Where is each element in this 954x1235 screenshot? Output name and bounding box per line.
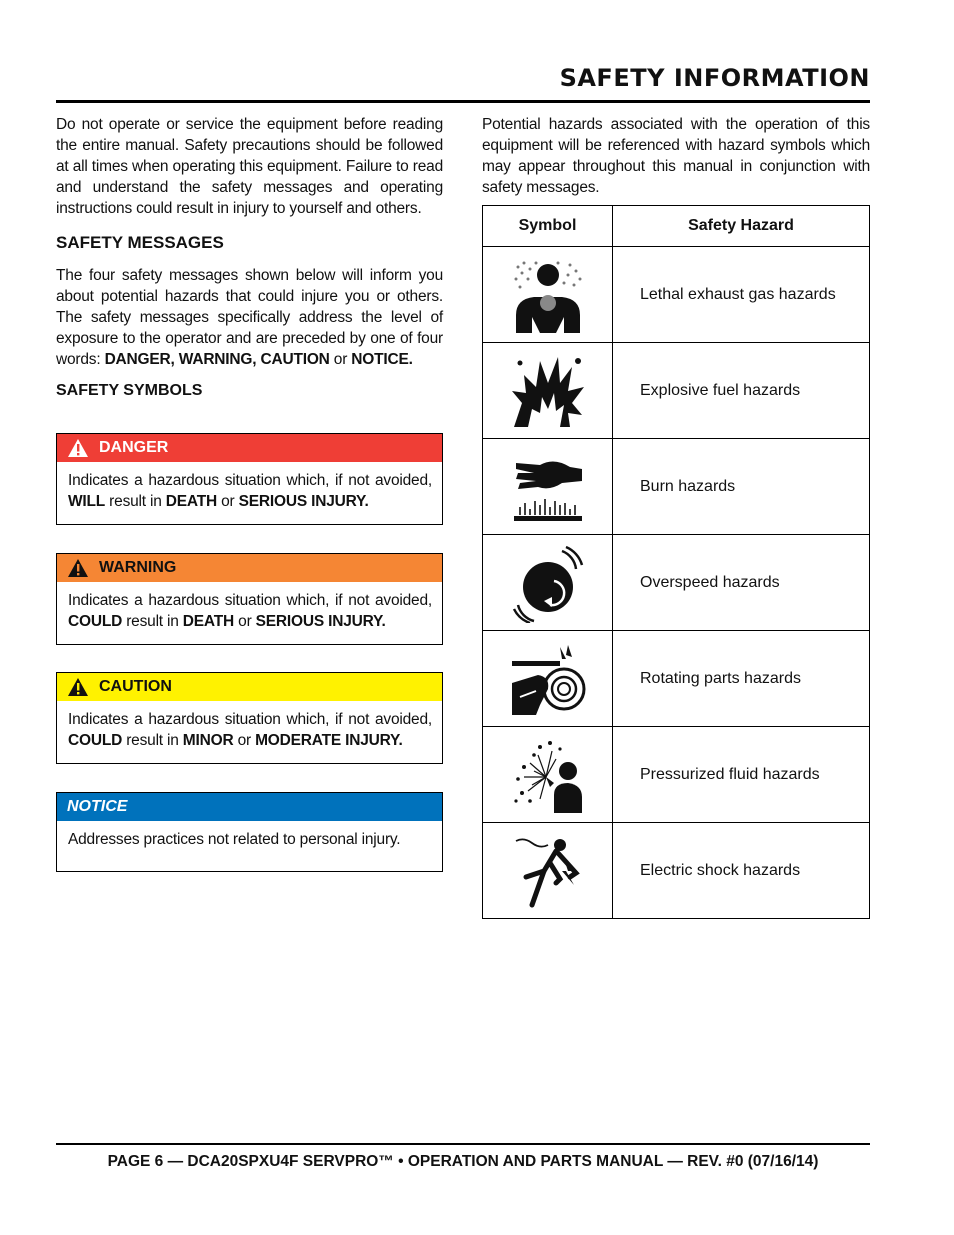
overspeed-icon — [510, 543, 586, 623]
safety-messages-paragraph — [56, 265, 443, 370]
danger-keyword-2: DEATH — [165, 493, 218, 510]
warning-triangle-icon — [67, 438, 89, 458]
hazard-label: Rotating parts hazards — [613, 631, 870, 727]
warning-body — [57, 582, 442, 644]
footer-rule — [56, 1143, 870, 1145]
table-row — [483, 247, 870, 343]
safety-messages-heading: SAFETY MESSAGES — [56, 233, 224, 252]
danger-keyword-1: WILL — [68, 493, 106, 510]
intro-paragraph: Do not operate or service the equipment before reading the entire manual. Safety precautions should be followed at all times when operating this equipment. Failure to read and understand the safety messages and operating instructions could result in injury to yourself and others. — [56, 116, 443, 217]
explosion-icon — [510, 353, 586, 429]
exhaust-gas-icon — [510, 257, 586, 333]
hazard-table-header — [483, 206, 870, 247]
danger-header — [57, 434, 442, 462]
caution-keyword-3: MODERATE INJURY. — [255, 732, 403, 749]
table-row — [483, 439, 870, 535]
electric-shock-icon — [510, 833, 586, 909]
caution-text: Indicates a hazardous situation which, if not avoided, — [68, 711, 432, 728]
hazard-label: Electric shock hazards — [613, 823, 870, 919]
danger-keyword-3: SERIOUS INJURY. — [238, 493, 369, 510]
hazard-label: Pressurized fluid hazards — [613, 727, 870, 823]
rotating-parts-icon — [510, 641, 586, 717]
table-row — [483, 535, 870, 631]
danger-body — [57, 462, 442, 524]
warning-text: Indicates a hazardous situation which, if not avoided, — [68, 592, 432, 609]
danger-text: Indicates a hazardous situation which, if not avoided, — [68, 472, 432, 489]
danger-text-2: result in — [105, 493, 166, 510]
col-hazard-header: Safety Hazard — [613, 206, 870, 247]
messages-words: DANGER, WARNING, CAUTION — [104, 351, 330, 368]
notice-header — [57, 793, 442, 821]
warning-keyword-1: COULD — [68, 613, 123, 630]
hazard-table — [482, 205, 870, 919]
pressurized-fluid-icon — [510, 737, 586, 813]
warning-header — [57, 554, 442, 582]
burn-icon — [510, 449, 586, 525]
col-symbol-header: Symbol — [483, 206, 613, 247]
table-row — [483, 343, 870, 439]
messages-or: or — [329, 351, 352, 368]
warning-label: WARNING — [99, 559, 177, 576]
table-row — [483, 823, 870, 919]
warning-triangle-icon — [67, 558, 89, 578]
warning-triangle-icon — [67, 677, 89, 697]
caution-body — [57, 701, 442, 763]
table-row — [483, 631, 870, 727]
notice-body: Addresses practices not related to personal injury. — [68, 831, 401, 848]
caution-header — [57, 673, 442, 701]
hazard-label: Burn hazards — [613, 439, 870, 535]
safety-symbols-heading: SAFETY SYMBOLS — [56, 382, 203, 399]
caution-label: CAUTION — [99, 678, 172, 695]
danger-text-3: or — [217, 493, 239, 510]
warning-text-2: result in — [122, 613, 183, 630]
left-column — [56, 114, 443, 400]
caution-text-3: or — [233, 732, 256, 749]
hazards-intro-paragraph: Potential hazards associated with the operation of this equipment will be referenced with hazard symbols which may appear throughout this manual in conjunction with safety messages. — [482, 116, 870, 196]
hazard-label: Overspeed hazards — [613, 535, 870, 631]
warning-keyword-3: SERIOUS INJURY. — [255, 613, 386, 630]
caution-keyword-2: MINOR — [182, 732, 234, 749]
messages-text: The four safety messages shown below will inform you about potential hazards that could injure you or others. The safety messages specifically address the level of exposure to the operator and are preceded by one of four words: — [56, 267, 443, 368]
warning-keyword-2: DEATH — [182, 613, 235, 630]
page-footer: PAGE 6 — DCA20SPXU4F SERVPRO™ • OPERATION AND PARTS MANUAL — REV. #0 (07/16/14) — [107, 1153, 819, 1170]
danger-label: DANGER — [99, 439, 169, 456]
danger-box — [56, 433, 443, 525]
notice-label: NOTICE — [67, 798, 128, 815]
caution-text-2: result in — [122, 732, 183, 749]
hazard-label: Explosive fuel hazards — [613, 343, 870, 439]
caution-box — [56, 672, 443, 764]
title-rule — [56, 100, 870, 103]
caution-keyword-1: COULD — [68, 732, 123, 749]
messages-notice: NOTICE. — [351, 351, 413, 368]
page-title: SAFETY INFORMATION — [559, 64, 870, 92]
warning-text-3: or — [234, 613, 256, 630]
notice-box — [56, 792, 443, 872]
table-row — [483, 727, 870, 823]
warning-box — [56, 553, 443, 645]
hazard-label: Lethal exhaust gas hazards — [613, 247, 870, 343]
